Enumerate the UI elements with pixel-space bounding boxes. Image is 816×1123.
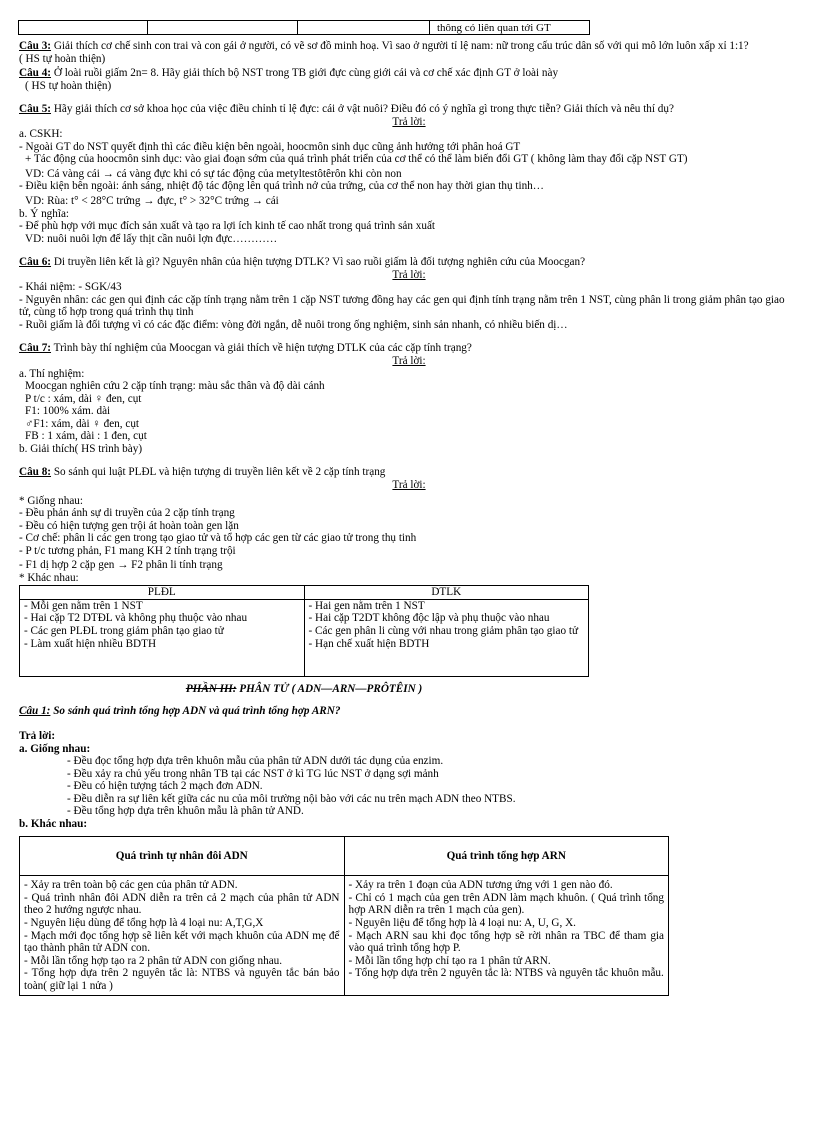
q8-line: * Khác nhau:	[19, 571, 79, 584]
q7-line: b. Giải thích( HS trình bày)	[19, 442, 143, 455]
p3q1-answer-heading: Trả lời:	[19, 729, 56, 742]
similarity-line: - Đều diễn ra sự liên kết giữa các nu của môi trường nội bào với các nu trên mạch ADN theo NTBS.	[67, 792, 516, 805]
q5-line: - Để phù hợp với mục đích sản xuất và tạo ra lợi ích kinh tế cao nhất trong quá trình sản xuất	[19, 220, 436, 233]
q8-line: - F1 dị hợp 2 cặp gen → F2 phân li tính trạng	[19, 559, 223, 572]
adn-arn-table	[19, 836, 669, 996]
document-body	[19, 38, 799, 996]
question-8: Câu 8: So sánh qui luật PLĐL và hiện tượng di truyền liên kết về 2 cặp tính trạng	[19, 466, 386, 479]
q8-answer-heading: Trả lời:	[392, 478, 426, 491]
q3-note: ( HS tự hoàn thiện)	[19, 52, 106, 65]
q7-line: FB : 1 xám, dài : 1 đen, cụt	[25, 430, 147, 443]
q8-line: - Đều có hiện tượng gen trội át hoàn toàn gen lặn	[19, 519, 239, 532]
q8-line: - P t/c tương phản, F1 mang KH 2 tính trạng trội	[19, 544, 236, 557]
q6-line: - Ruồi giấm là đối tượng vì có các đặc điểm: vòng đời ngắn, dễ nuôi trong ống nghiệm, sinh sản nhanh, có nhiều biến dị…	[19, 318, 568, 331]
question-4: Câu 4: Ở loài ruồi giấm 2n= 8. Hãy giải thích bộ NST trong TB giới đực cùng giới cái và cơ chế xác định GT ở loài này	[19, 67, 559, 80]
q6-answer-heading: Trả lời:	[392, 268, 426, 281]
q5-line: VD: Rùa: t° < 28°C trứng → đực, t° > 32°C trứng → cái	[25, 195, 279, 208]
q5-line: - Ngoài GT do NST quyết định thì các điều kiện bên ngoài, hoocmôn sinh dục cũng ảnh hưởng tới phân hoá GT	[19, 140, 521, 153]
similarity-line: - Đều xảy ra chủ yếu trong nhân TB tại các NST ở kì TG lúc NST ở dạng sợi mảnh	[67, 767, 439, 780]
q7-line: Moocgan nghiên cứu 2 cặp tính trạng: màu sắc thân và độ dài cánh	[25, 380, 325, 393]
q8-line: - Cơ chế: phân li các gen trong tạo giao tử và tổ hợp các gen từ các giao tử trong thụ tinh	[19, 532, 417, 545]
q6-line: - Khái niệm: - SGK/43	[19, 281, 122, 294]
table-cell-adn: - Xảy ra trên toàn bộ các gen của phân tử ADN. - Quá trình nhân đôi ADN diễn ra trên cả 2 mạch của phân tử ADN theo 2 hướng ngược nhau. - Nguyên liệu dùng để tổng hợp là 4 loại nu: A,T,G,X - Mạch mới đọc tổng hợp sẽ liên kết với mạch khuôn của ADN mẹ để tạo thành phân tử ADN con. - Mỗi lần tổng hợp tạo ra 2 phân tử ADN con giống nhau. - Tổng hợp dựa trên 2 nguyên tắc là: NTBS và nguyên tắc bán bảo toàn( giữ lại 1 nửa )	[20, 876, 345, 996]
question-3: Câu 3: Giải thích cơ chế sinh con trai và con gái ở người, có vẽ sơ đồ minh hoạ. Vì sao ở người tỉ lệ nam: nữ trong cấu trúc dân số với qui mô lớn luôn xấp xỉ 1:1?	[19, 40, 749, 52]
part3-question-1: Câu 1: So sánh quá trình tổng hợp ADN và quá trình tổng hợp ARN?	[19, 705, 341, 718]
q5-line: a. CSKH:	[19, 128, 63, 141]
table-cell-dtlk: - Hai gen nằm trên 1 NST - Hai cặp T2DT không độc lập và phụ thuộc vào nhau - Các gen phân li cùng với nhau trong giảm phân tạo giao tử - Hạn chế xuất hiện BDTH	[304, 599, 589, 676]
table-header: Quá trình tự nhân đôi ADN	[20, 837, 345, 876]
table-header: PLĐL	[20, 586, 305, 600]
q7-answer-heading: Trả lời:	[392, 355, 426, 368]
q8-line: * Giống nhau:	[19, 494, 84, 507]
table-header: DTLK	[304, 586, 589, 600]
q5-line: VD: nuôi nuôi lợn để lấy thịt cần nuôi lợn đực…………	[25, 232, 278, 245]
question-7: Câu 7: Trình bày thí nghiệm của Moocgan và giải thích về hiện tượng DTLK của các cặp tính trạng?	[19, 342, 472, 355]
q6-line: - Nguyên nhân: các gen qui định các cặp tính trạng nằm trên 1 cặp NST tương đồng hay các gen qui định tính trạng nằm trên 1 NST, cùng phân li trong giảm phân tạo giao tử, cùng tổ hợp trong quá trình thụ tinh	[19, 293, 785, 319]
question-6: Câu 6: Di truyền liên kết là gì? Nguyên nhân của hiện tượng DTLK? Vì sao ruồi giấm là đối tượng nghiên cứu của Moocgan?	[19, 256, 586, 269]
top-strip-text: thông có liên quan tới GT	[437, 22, 551, 34]
table-header: Quá trình tổng hợp ARN	[344, 837, 669, 876]
q5-answer-heading: Trả lời:	[392, 115, 426, 128]
similarities-heading: a. Giống nhau:	[19, 742, 91, 755]
q7-line: F1: 100% xám. dài	[25, 405, 111, 418]
differences-heading: b. Khác nhau:	[19, 817, 88, 830]
part-3-heading: PHẦN III: PHÂN TỬ ( ADN—ARN—PRÔTÊIN )	[185, 682, 423, 695]
similarity-line: - Đều có hiện tượng tách 2 mạch đơn ADN.	[67, 780, 263, 793]
q7-line: P t/c : xám, dài ♀ đen, cụt	[25, 392, 142, 405]
table-cell-pldl: - Mỗi gen nằm trên 1 NST - Hai cặp T2 DTĐL và không phụ thuộc vào nhau - Các gen PLĐL trong giảm phân tạo giao tử - Làm xuất hiện nhiều BDTH	[20, 599, 305, 676]
similarity-line: - Đều tổng hợp dựa trên khuôn mẫu là phân tử AND.	[67, 805, 304, 818]
q7-line: ♂F1: xám, dài ♀ đen, cụt	[25, 417, 140, 430]
table-cell-arn: - Xảy ra trên 1 đoạn của ADN tương ứng với 1 gen nào đó. - Chỉ có 1 mạch của gen trên ADN làm mạch khuôn. ( Quá trình tổng hợp ARN diễn ra trên 1 mạch của gen). - Nguyên liệu để tổng hợp là 4 loại nu: A, U, G, X. - Mạch ARN sau khi đọc tổng hợp sẽ rời nhân ra TBC để tham gia vào quá trình tổng hợp P. - Mỗi lần tổng hợp chỉ tạo ra 1 phân tử ARN. - Tổng hợp dựa trên 2 nguyên tắc là: NTBS và nguyên tắc khuôn mẫu.	[344, 876, 669, 996]
question-5: Câu 5: Hãy giải thích cơ sở khoa học của việc điều chỉnh tỉ lệ đực: cái ở vật nuôi? Điều đó có ý nghĩa gì trong thực tiễn? Giải thích và nêu thí dụ?	[19, 103, 674, 116]
similarity-line: - Đều đọc tổng hợp dựa trên khuôn mẫu của phân tử ADN dưới tác dụng của enzim.	[67, 755, 444, 768]
q7-line: a. Thí nghiệm:	[19, 367, 85, 380]
q5-line: + Tác động của hoocmôn sinh dục: vào giai đoạn sớm của quá trình phát triển của cơ thể có thể làm biến đổi GT ( không làm thay đổi cặp NST GT)	[25, 153, 688, 166]
q4-note: ( HS tự hoàn thiện)	[25, 79, 112, 92]
q5-line: b. Ý nghĩa:	[19, 207, 70, 220]
q8-line: - Đều phản ánh sự di truyền của 2 cặp tính trạng	[19, 507, 235, 520]
top-table-strip	[18, 20, 590, 35]
q5-line: - Điều kiện bên ngoài: ánh sáng, nhiệt độ tác động lên quá trình nở của trứng, của cơ thể non hay thời gian thụ tinh…	[19, 180, 544, 193]
pldl-dtlk-table	[19, 585, 589, 677]
q5-line: VD: Cá vàng cái → cá vàng đực khi có sự tác động của metyltestôtêrôn khi còn non	[25, 167, 402, 180]
